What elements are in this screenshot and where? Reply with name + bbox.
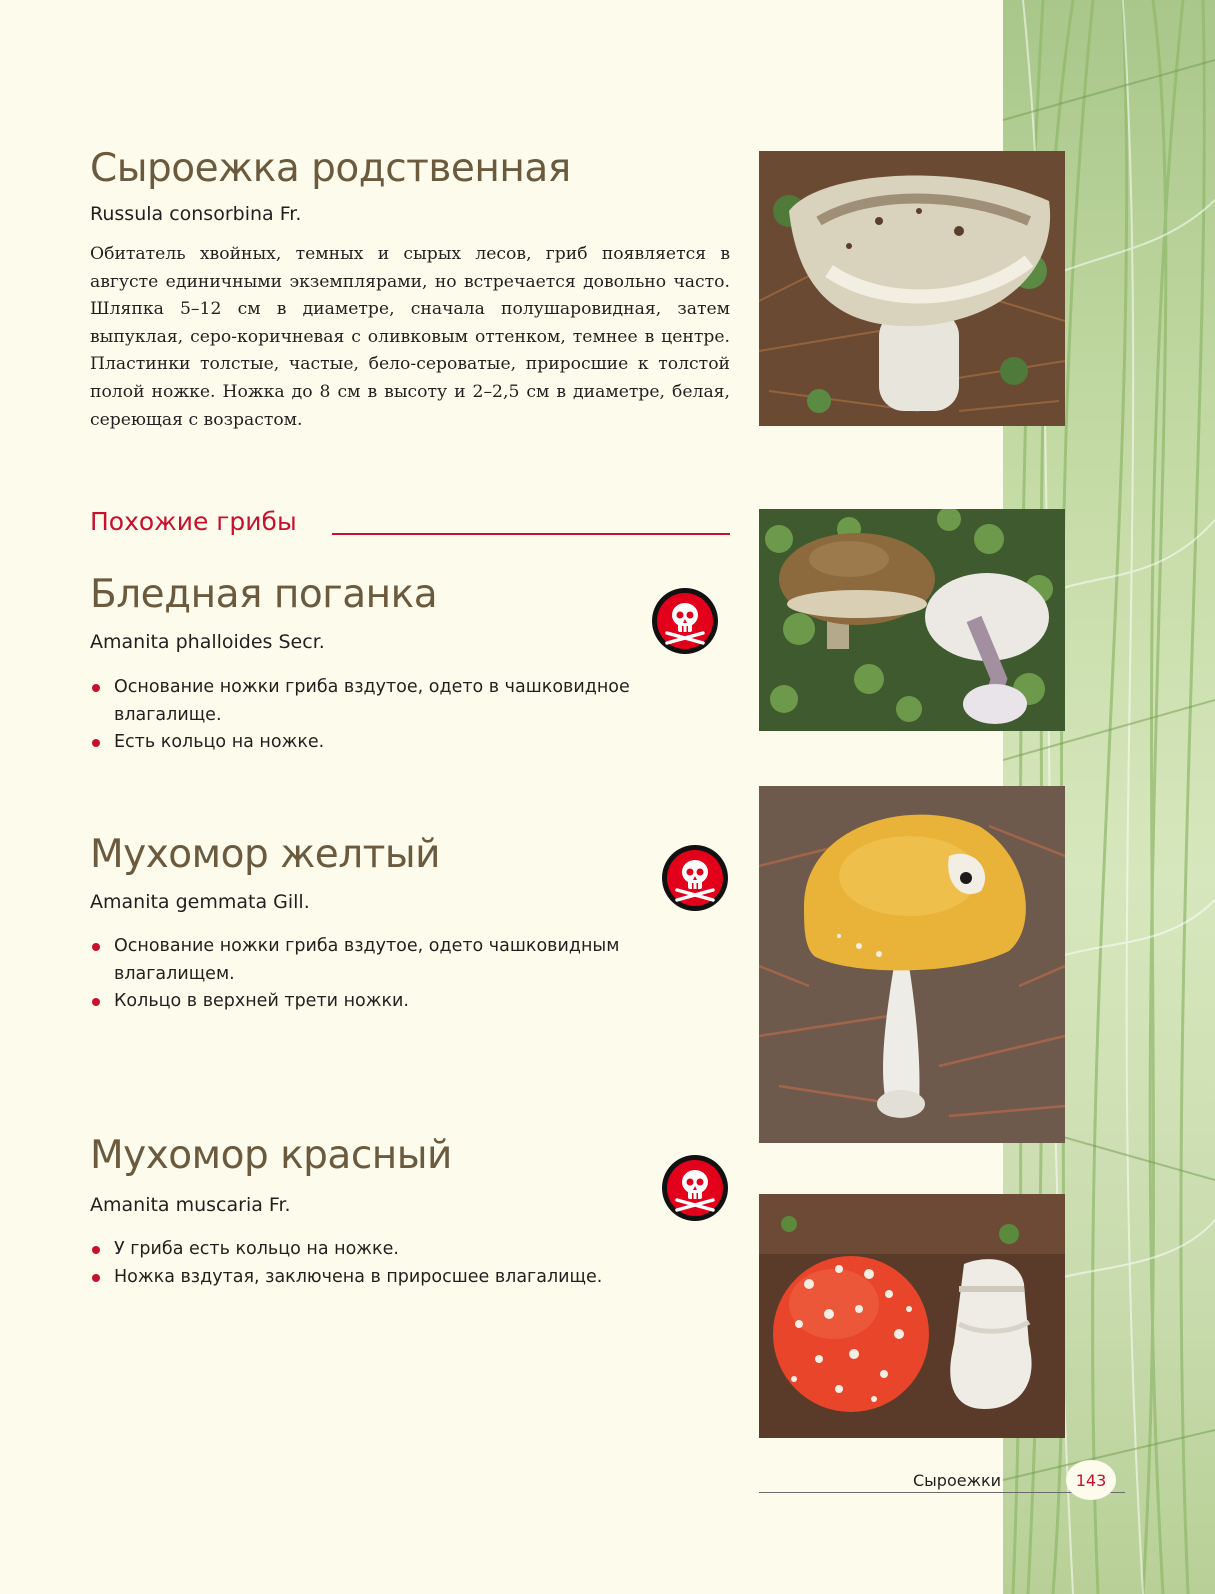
bullet-dot (92, 998, 100, 1006)
description: Обитатель хвойных, темных и сырых лесов, гриб появляется в августе единичными экземплярами, но встречается довольно часто. Шляпка 5–12 см в диаметре, сначала полушаровидная, затем выпуклая, серо-коричневая с оливковым оттенком, темнее в центре. Пластинки толстые, частые, бело-сероватые, приросшие к толстой полой ножке. Ножка до 8 см в высоту и 2–2,5 см в диаметре, белая, сереющая с возрастом. (90, 244, 730, 430)
photo-amanita-muscaria (759, 1194, 1065, 1438)
bullet-dot (92, 684, 100, 692)
latin-name: Amanita muscaria Fr. (90, 1194, 291, 1216)
list-item: Есть кольцо на ножке. (90, 729, 740, 757)
photo-amanita-gemmata (759, 786, 1065, 1143)
species-title: Мухомор желтый (90, 832, 441, 877)
feature-list (90, 933, 650, 1016)
feature-list (90, 1236, 690, 1291)
species-title: Бледная поганка (90, 572, 438, 617)
skull-icon (661, 844, 729, 912)
list-item: У гриба есть кольцо на ножке. (90, 1236, 690, 1264)
list-item: Основание ножки гриба вздутое, одето в чашковидное влагалище. (90, 674, 740, 729)
list-item: Ножка вздутая, заключена в приросшее влагалище. (90, 1264, 690, 1292)
list-item: Кольцо в верхней трети ножки. (90, 988, 650, 1016)
bullet-dot (92, 1246, 100, 1254)
photo-russula (759, 151, 1065, 426)
section-heading: Похожие грибы (90, 507, 297, 536)
list-item: Основание ножки гриба вздутое, одето чашковидным влагалищем. (90, 933, 650, 988)
bullet-dot (92, 943, 100, 951)
page-number: 143 (1066, 1460, 1116, 1500)
page-title: Сыроежка родственная (90, 146, 571, 191)
footer-divider (759, 1492, 1125, 1493)
species-title: Мухомор красный (90, 1133, 452, 1178)
bullet-dot (92, 1274, 100, 1282)
latin-name: Amanita phalloides Secr. (90, 631, 325, 653)
photo-amanita-phalloides (759, 509, 1065, 731)
feature-list (90, 674, 740, 757)
latin-name: Amanita gemmata Gill. (90, 891, 310, 913)
section-divider (332, 533, 730, 535)
bullet-dot (92, 739, 100, 747)
skull-icon (661, 1154, 729, 1222)
footer-section-label: Сыроежки (913, 1471, 1002, 1490)
skull-icon (651, 587, 719, 655)
latin-name: Russula consorbina Fr. (90, 203, 302, 225)
